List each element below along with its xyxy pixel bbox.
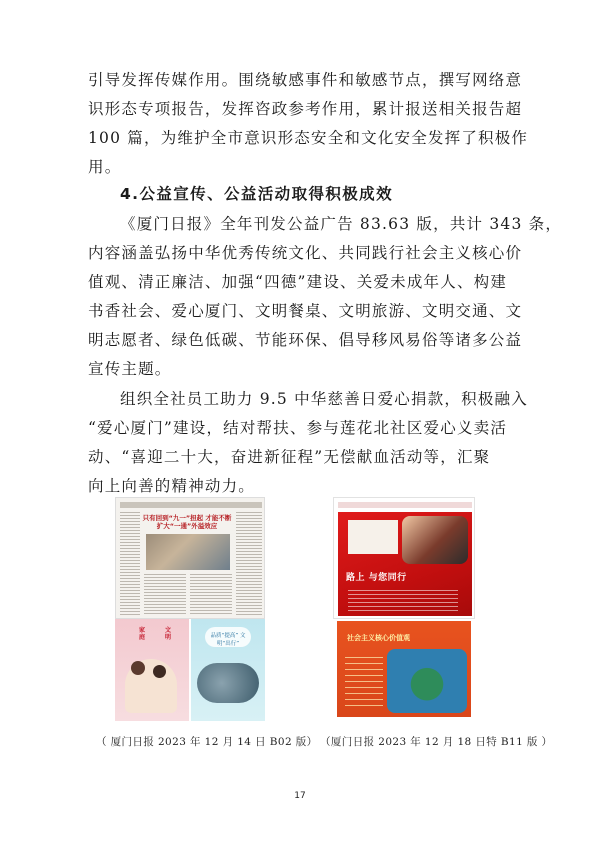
family-ad	[115, 619, 189, 721]
text-line: 组织全社员工助力 9.5 中华慈善日爱心捐款，积极融入	[120, 390, 528, 408]
newspaper-page-top	[333, 497, 475, 619]
paragraph-charity	[88, 385, 528, 501]
person-head-icon	[131, 661, 145, 675]
text-line: 引导发挥传媒作用。围绕敏感事件和敏感节点，撰写网络意	[88, 71, 523, 89]
ad-title: 品质“提高” 文明“出行”	[210, 633, 246, 647]
paragraph-public-ads	[88, 210, 563, 384]
people-photo	[402, 516, 468, 564]
text-column	[236, 512, 262, 616]
page-number: 17	[294, 791, 306, 801]
newspaper-page-bottom	[333, 619, 475, 721]
road-illustration	[197, 663, 259, 703]
newspaper-image-b02	[115, 497, 265, 721]
island-photo	[387, 649, 467, 713]
red-ad-panel	[338, 512, 472, 616]
ad-slogan: 路上 与您同行	[346, 573, 407, 583]
text-line: 值观、清正廉洁、加强“四德”建设、关爱未成年人、构建	[88, 273, 508, 291]
ad-body-text	[348, 590, 458, 612]
figure-caption-right: （厦门日报 2023 年 12 月 18 日特 B11 版 ）	[320, 736, 553, 748]
text-line: 向上向善的精神动力。	[88, 477, 256, 495]
ad-body-text	[345, 657, 383, 707]
text-line: 《厦门日报》全年刊发公益广告 83.63 版，共计 343 条，	[120, 215, 563, 233]
text-line: 动、“喜迎二十大，奋进新征程”无偿献血活动等，汇聚	[88, 448, 491, 466]
text-column	[144, 574, 186, 616]
ad-vertical-text: 家庭	[139, 627, 146, 641]
text-line: “爱心厦门”建设，结对帮扶、参与莲花北社区爱心义卖活	[88, 419, 508, 437]
text-column	[120, 512, 140, 616]
ad-vertical-text: 文明	[165, 627, 172, 641]
section-heading: 4.公益宣传、公益活动取得积极成效	[120, 185, 393, 203]
public-ads-row	[115, 619, 265, 721]
masthead-bar	[120, 502, 262, 508]
text-line: 100 篇，为维护全市意识形态安全和文化安全发挥了积极作	[88, 129, 529, 147]
paragraph-media-role	[88, 66, 529, 182]
text-line: 明志愿者、绿色低碳、节能环保、倡导移风易俗等诸多公益	[88, 331, 523, 349]
text-line: 用。	[88, 158, 122, 176]
figure-caption-left: （ 厦门日报 2023 年 12 月 14 日 B02 版）	[96, 736, 318, 748]
text-line: 宣传主题。	[88, 360, 172, 378]
news-photo	[146, 534, 230, 570]
values-ad-panel	[337, 621, 471, 717]
text-line: 识形态专项报告，发挥咨政参考作用，累计报送相关报告超	[88, 100, 523, 118]
text-line: 内容涵盖弘扬中华优秀传统文化、共同践行社会主义核心价	[88, 244, 523, 262]
newspaper-page-top	[115, 497, 265, 619]
text-line: 书香社会、爱心厦门、文明餐桌、文明旅游、文明交通、文	[88, 302, 523, 320]
ad-info-box	[348, 520, 398, 554]
masthead-bar	[338, 502, 472, 508]
ad-title: 社会主义核心价值观	[347, 634, 410, 642]
newspaper-headline: 只有回到“九一”担起 才能不断扩大“一通”外溢效应	[142, 514, 232, 530]
travel-ad	[191, 619, 265, 721]
text-column	[190, 574, 232, 616]
person-head-icon	[153, 665, 166, 678]
newspaper-image-b11	[333, 497, 475, 721]
